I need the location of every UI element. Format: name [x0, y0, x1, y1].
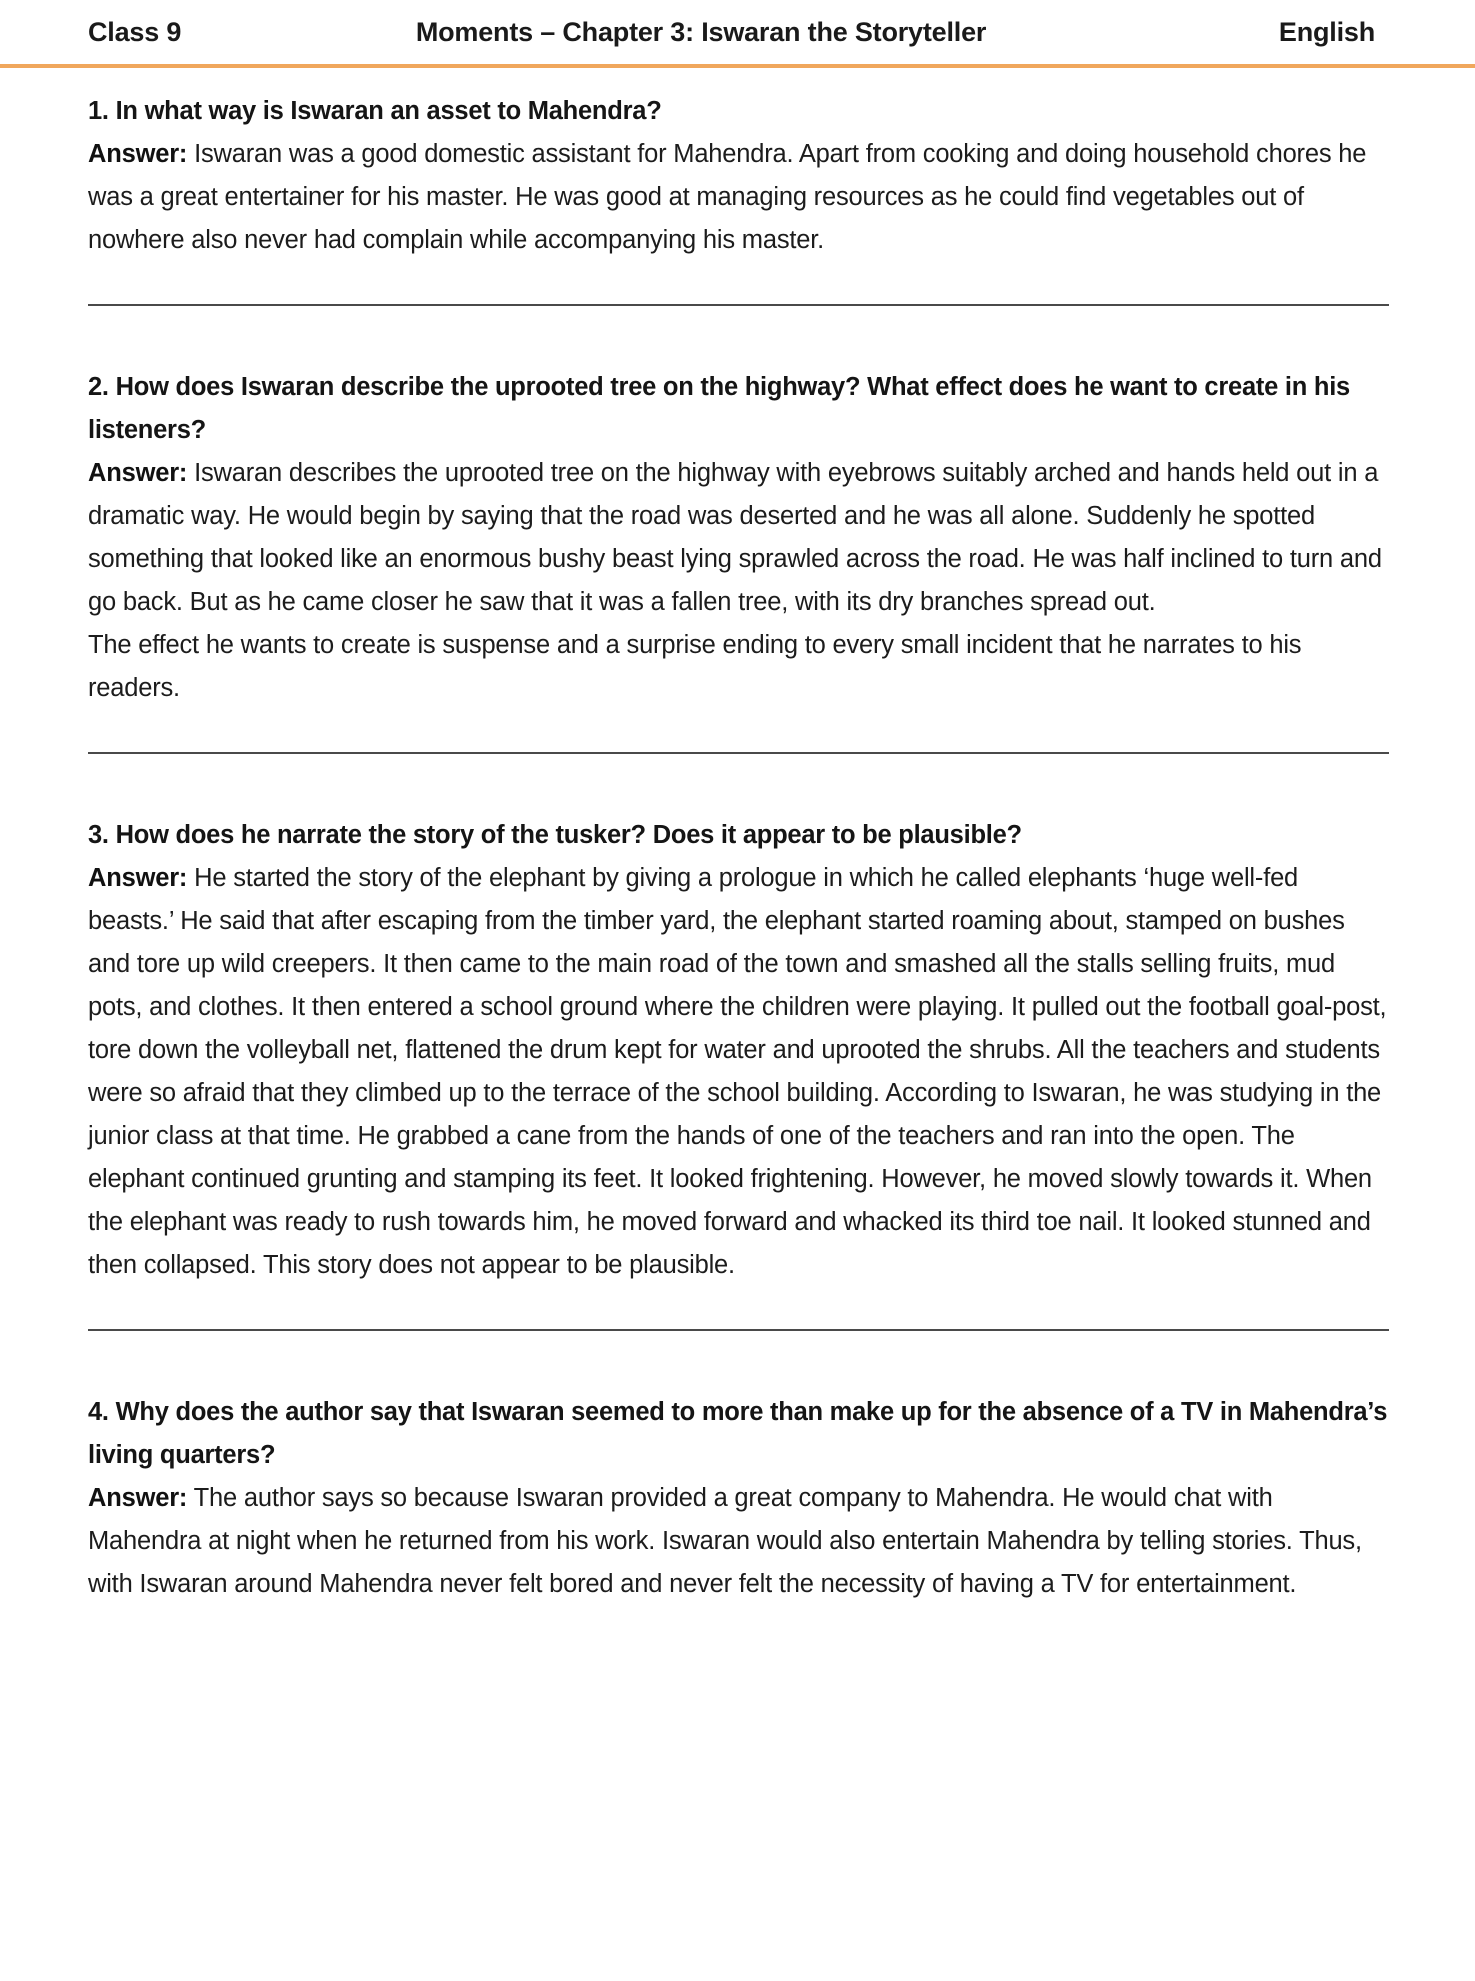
- question-text-1: 1. In what way is Iswaran an asset to Mahendra?: [88, 97, 662, 125]
- answer-paragraph-3-1: [88, 857, 1389, 1287]
- answer-paragraph-2-2: The effect he wants to create is suspense and a surprise ending to every small incident that he narrates to his readers.: [88, 631, 1302, 702]
- question-text-3: 3. How does he narrate the story of the tusker? Does it appear to be plausible?: [88, 821, 1022, 849]
- answer-label-1: Answer:: [88, 140, 188, 168]
- page-header: [0, 0, 1475, 64]
- header-subject-label: English: [1278, 16, 1375, 47]
- document-content: [0, 68, 1475, 1606]
- answer-body-2-1: Iswaran describes the uprooted tree on the highway with eyebrows suitably arched and hands held out in a dramatic way. He would begin by saying that the road was deserted and he was all alone. Suddenly he spotted something that looked like an enormous bushy beast lying sprawled across the road. He was half inclined to turn and go back. But as he came closer he saw that it was a fallen tree, with its dry branches spread out.: [88, 459, 1382, 616]
- qa-block-3: [88, 792, 1389, 1287]
- answer-paragraph-4-1: [88, 1477, 1389, 1606]
- section-divider-2: [88, 752, 1389, 754]
- header-chapter-title: Moments – Chapter 3: Iswaran the Storyteller: [415, 16, 987, 47]
- section-divider-3: [88, 1329, 1389, 1331]
- answer-label-4: Answer:: [88, 1484, 188, 1512]
- answer-body-4-1: The author says so because Iswaran provided a great company to Mahendra. He would chat with Mahendra at night when he returned from his work. Iswaran would also entertain Mahendra by telling stories. Thus, with Iswaran around Mahendra never felt bored and never felt the necessity of having a TV for entertainment.: [88, 1484, 1362, 1598]
- answer-paragraph-2-1: [88, 452, 1389, 624]
- answer-body-3-1: He started the story of the elephant by giving a prologue in which he called elephants ‘huge well-fed beasts.’ He said that after escaping from the timber yard, the elephant started roaming about, stamped on bushes and tore up wild creepers. It then came to the main road of the town and smashed all the stalls selling fruits, mud pots, and clothes. It then entered a school ground where the children were playing. It pulled out the football goal-post, tore down the volleyball net, flattened the drum kept for water and uprooted the shrubs. All the teachers and students were so afraid that they climbed up to the terrace of the school building. According to Iswaran, he was studying in the junior class at that time. He grabbed a cane from the hands of one of the teachers and ran into the open. The elephant continued grunting and stamping its feet. It looked frightening. However, he moved slowly towards it. When the elephant was ready to rush towards him, he moved forward and whacked its third toe nail. It looked stunned and then collapsed. This story does not appear to be plausible.: [88, 864, 1387, 1279]
- header-class-label: Class 9: [88, 16, 182, 47]
- answer-label-3: Answer:: [88, 864, 188, 892]
- question-text-2: 2. How does Iswaran describe the uprooted tree on the highway? What effect does he want to create in his listeners?: [88, 373, 1350, 444]
- section-divider-1: [88, 304, 1389, 306]
- answer-label-2: Answer:: [88, 459, 188, 487]
- qa-block-2: [88, 344, 1389, 710]
- answer-body-1-1: Iswaran was a good domestic assistant for Mahendra. Apart from cooking and doing household chores he was a great entertainer for his master. He was good at managing resources as he could find vegetables out of nowhere also never had complain while accompanying his master.: [88, 140, 1367, 254]
- qa-block-4: [88, 1369, 1389, 1606]
- answer-paragraph-1-1: [88, 133, 1389, 262]
- qa-block-1: [88, 68, 1389, 262]
- question-text-4: 4. Why does the author say that Iswaran seemed to more than make up for the absence of a TV in Mahendra’s living quarters?: [88, 1398, 1388, 1469]
